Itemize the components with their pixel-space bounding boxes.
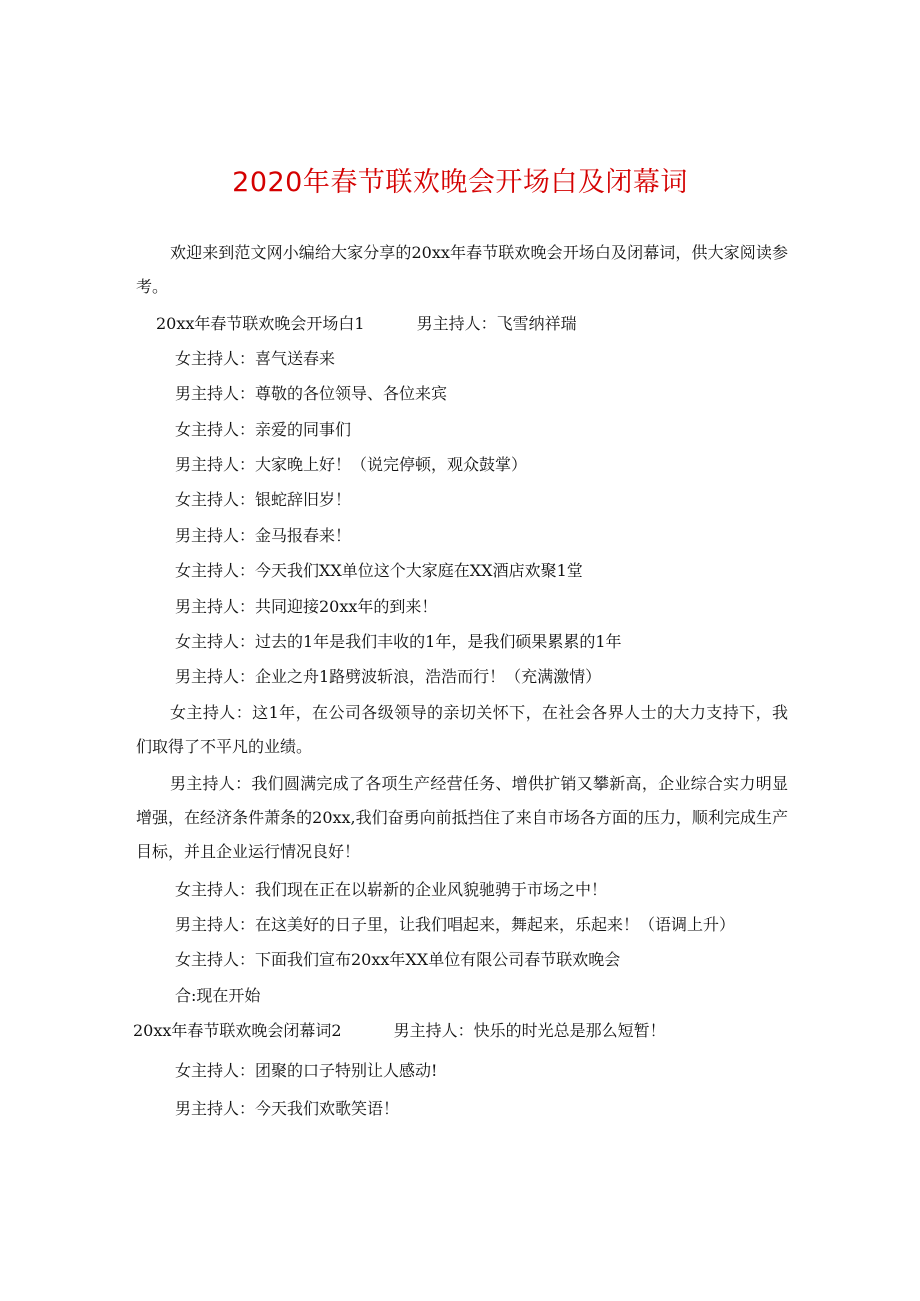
dialogue-line: 女主持人：过去的1年是我们丰收的1年，是我们硕果累累的1年 bbox=[175, 632, 622, 651]
dialogue-line: 女主持人：我们现在正在以崭新的企业风貌驰骋于市场之中！ bbox=[175, 880, 608, 899]
closing-heading-row bbox=[133, 1021, 666, 1041]
dialogue-line: 女主持人：亲爱的同事们 bbox=[175, 420, 352, 439]
dialogue-line: 女主持人：团聚的口子特别让人感动! bbox=[175, 1061, 438, 1080]
dialogue-line: 女主持人：喜气送春来 bbox=[175, 349, 336, 368]
opening-heading-row bbox=[156, 314, 577, 334]
dialogue-line: 女主持人：银蛇辞旧岁！ bbox=[175, 490, 352, 509]
dialogue-line: 男主持人：尊敬的各位领导、各位来宾 bbox=[175, 384, 448, 403]
document-title: 2020年春节联欢晚会开场白及闭幕词 bbox=[232, 167, 688, 198]
female-host-paragraph: 女主持人：这1年，在公司各级领导的亲切关怀下，在社会各界人士的大力支持下，我们取得了不平凡的业绩。 bbox=[136, 703, 788, 756]
opening-heading: 20xx年春节联欢晚会开场白1 bbox=[156, 314, 365, 333]
closing-first-line: 男主持人：快乐的时光总是那么短暂！ bbox=[393, 1021, 666, 1040]
male-host-paragraph: 男主持人：我们圆满完成了各项生产经营任务、增供扩销又攀新高，企业综合实力明显增强，在经济条件萧条的20xx,我们奋勇向前抵挡住了来自市场各方面的压力，顺利完成生产目标，并且企业运行情况良好！ bbox=[136, 774, 788, 861]
dialogue-line: 男主持人：在这美好的日子里，让我们唱起来，舞起来，乐起来！（语调上升） bbox=[175, 915, 736, 934]
dialogue-line: 男主持人：企业之舟1路劈波斩浪，浩浩而行！（充满激情） bbox=[175, 667, 602, 686]
dialogue-line: 男主持人：大家晚上好！（说完停顿，观众鼓掌） bbox=[175, 455, 528, 474]
closing-heading: 20xx年春节联欢晚会闭幕词2 bbox=[133, 1021, 342, 1040]
opening-first-line: 男主持人：飞雪纳祥瑞 bbox=[416, 314, 577, 333]
dialogue-line: 合:现在开始 bbox=[175, 986, 261, 1005]
dialogue-line: 男主持人：共同迎接20xx年的到来！ bbox=[175, 597, 438, 616]
dialogue-line: 女主持人：下面我们宣布20xx年XX单位有限公司春节联欢晚会 bbox=[175, 950, 621, 969]
dialogue-line: 男主持人：金马报春来！ bbox=[175, 526, 352, 545]
dialogue-line: 女主持人：今天我们XX单位这个大家庭在XX酒店欢聚1堂 bbox=[175, 561, 583, 580]
intro-paragraph: 欢迎来到范文网小编给大家分享的20xx年春节联欢晚会开场白及闭幕词，供大家阅读参考。 bbox=[136, 243, 788, 296]
dialogue-line: 男主持人：今天我们欢歌笑语！ bbox=[175, 1099, 400, 1118]
